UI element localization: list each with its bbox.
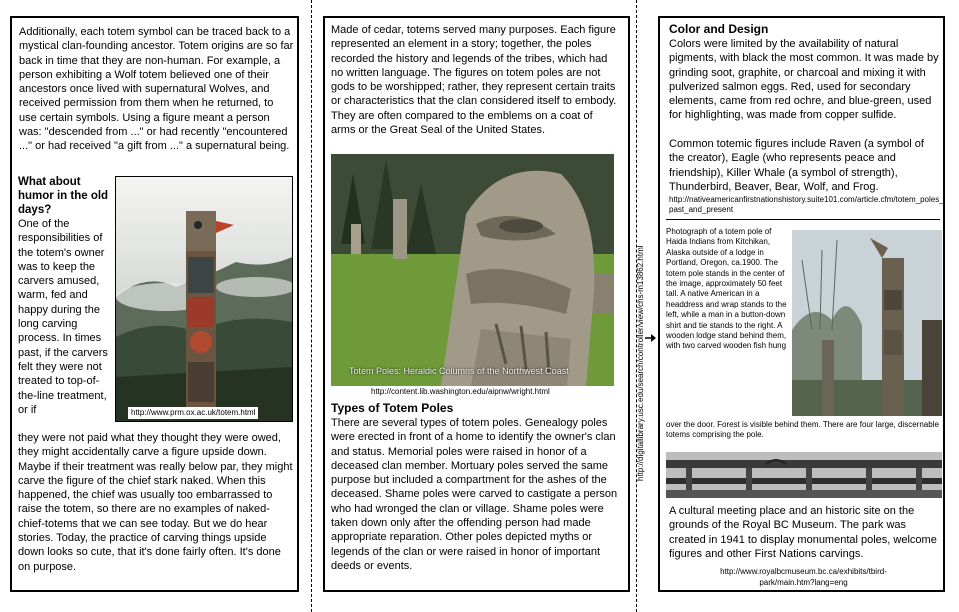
panel2-body: There are several types of totem poles. Genealogy poles were erected in front of a home to identify the owner's clan and status. Memorial poles were raised in honor of a deceased clan member. Mortuary poles served the same purpose but included a compartment for the ashes of the deceased. Shame poles were carved to castigate a person who had wronged the clan or village. Shame poles were taken down only after the offending person had made appropriate reparation. Other poles depicted myths or legends of the clan or were raised in honor of important deeds or events. bbox=[331, 417, 618, 572]
panel3-heading: Color and Design bbox=[669, 22, 769, 36]
panel2-heading: Types of Totem Poles bbox=[331, 401, 454, 415]
panel-left bbox=[10, 16, 299, 592]
museum-park-photo bbox=[666, 452, 942, 498]
arrow-right-icon bbox=[645, 330, 657, 348]
panel3-body1: Colors were limited by the availability of natural pigments, with black the most common. It was made by grinding soot, graphite, or charcoal and mixing it with pulverized salmon eggs. Red, used for secondary elements, came from red ochre, and blue-green, used for highlighting, was made from copper sulfide. bbox=[669, 38, 939, 122]
panel3-photo-desc-narrow: Photograph of a totem pole of Haida Indians from Kitchikan, Alaska outside of a lodge in Portland, Oregon, ca.1900. The totem pole stands in the center of the image, approximately 50 feet tall. A native American in a headdress and wrap stands to the left, while a man in a button-down shirt and tie stands to the right. A wooden lodge stand behind them, with two carved wooden fish hung bbox=[666, 227, 787, 351]
panel1-body-wide: they were not paid what they thought they were owed, they might accidentally carve a figure upside down. Maybe if their treatment was really below par, they might carve the figure of the chief stark naked. When this happened, the chief was usually too embarrassed to raise the totem, so there are no examples of naked-chief-totems that we can see today. But we do hear stories. Today, the practice of carving things upside down looks so cute, that it's done fairly often. It's done on purpose. bbox=[18, 432, 293, 573]
totem-photo-haida bbox=[792, 230, 942, 416]
panel1-heading: What about humor in the old days? bbox=[18, 176, 109, 216]
panel1-photo-caption: http://www.prm.ox.ac.uk/totem.html bbox=[128, 407, 258, 419]
panel2-photo-overlay: Totem Poles: Heraldic Columns of the Northwest Coast bbox=[349, 366, 569, 376]
panel3-url2: http://www.royalbcmuseum.bc.ca/exhibits/tbird-park/main.htm?lang=eng bbox=[720, 567, 887, 587]
totem-photo-forest bbox=[115, 176, 293, 422]
panel3-body2: Common totemic figures include Raven (a symbol of the creator), Eagle (who represents peace and friendship), Killer Whale (a symbol of strength), Thunderbird, Beaver, Bear, Wolf, and Frog. bbox=[669, 138, 924, 193]
panel3-photo-desc-wide: over the door. Forest is visible behind them. There are four large, discernable totems comprising the pole. bbox=[666, 420, 939, 440]
panel3-body3: A cultural meeting place and an historic site on the grounds of the Royal BC Museum. The park was created in 1941 to display monumental poles, welcome figures and other First Nations carvings. bbox=[669, 505, 937, 560]
panel3-divider bbox=[666, 219, 940, 220]
panel2-intro: Made of cedar, totems served many purposes. Each figure represented an element in a story; together, the poles recorded the history and legends of the tribes, which had no written language. The figures on totem poles are not gods to be worshipped; rather, they represent certain traits or characteristics that the clan considered itself to embody. They are often compared to the emblems on a coat of arms or the Great Seal of the United States. bbox=[331, 24, 617, 137]
panel-middle bbox=[323, 16, 645, 592]
panel-right bbox=[658, 16, 945, 592]
fold-line-left bbox=[311, 0, 312, 612]
totem-photo-carved-face bbox=[331, 154, 614, 386]
panel1-body-narrow: One of the responsibilities of the totem's owner was to keep the carvers amused, warm, fed and happy during the long carving process. In times past, if the carvers felt they were not treated to top-of-the-line treatment, or if bbox=[18, 218, 108, 416]
panel2-side-url: http://digitallibrary.usc.edu/search/controller/view/chs-m13862.html bbox=[636, 245, 645, 481]
panel1-intro: Additionally, each totem symbol can be traced back to a mystical clan-founding ancestor. Totem origins are so far back in time that they are non-human. For example, a person exhibiting a Wolf totem believed one of their ancestors once lived with supernatural Wolves, and received permission from them when he returned, to use certain symbols. Using a figure meant a person was: "descended from ..." or had recently "encountered ..." or had received "a gift from ..." a supernatural being. bbox=[19, 26, 294, 153]
panel3-url1: http://nativeamericanfirstnationshistory.suite101.com/article.cfm/totem_poles_past_and_present bbox=[669, 195, 944, 214]
panel2-photo-caption: http://content.lib.washington.edu/aipnw/wright.html bbox=[371, 387, 550, 396]
